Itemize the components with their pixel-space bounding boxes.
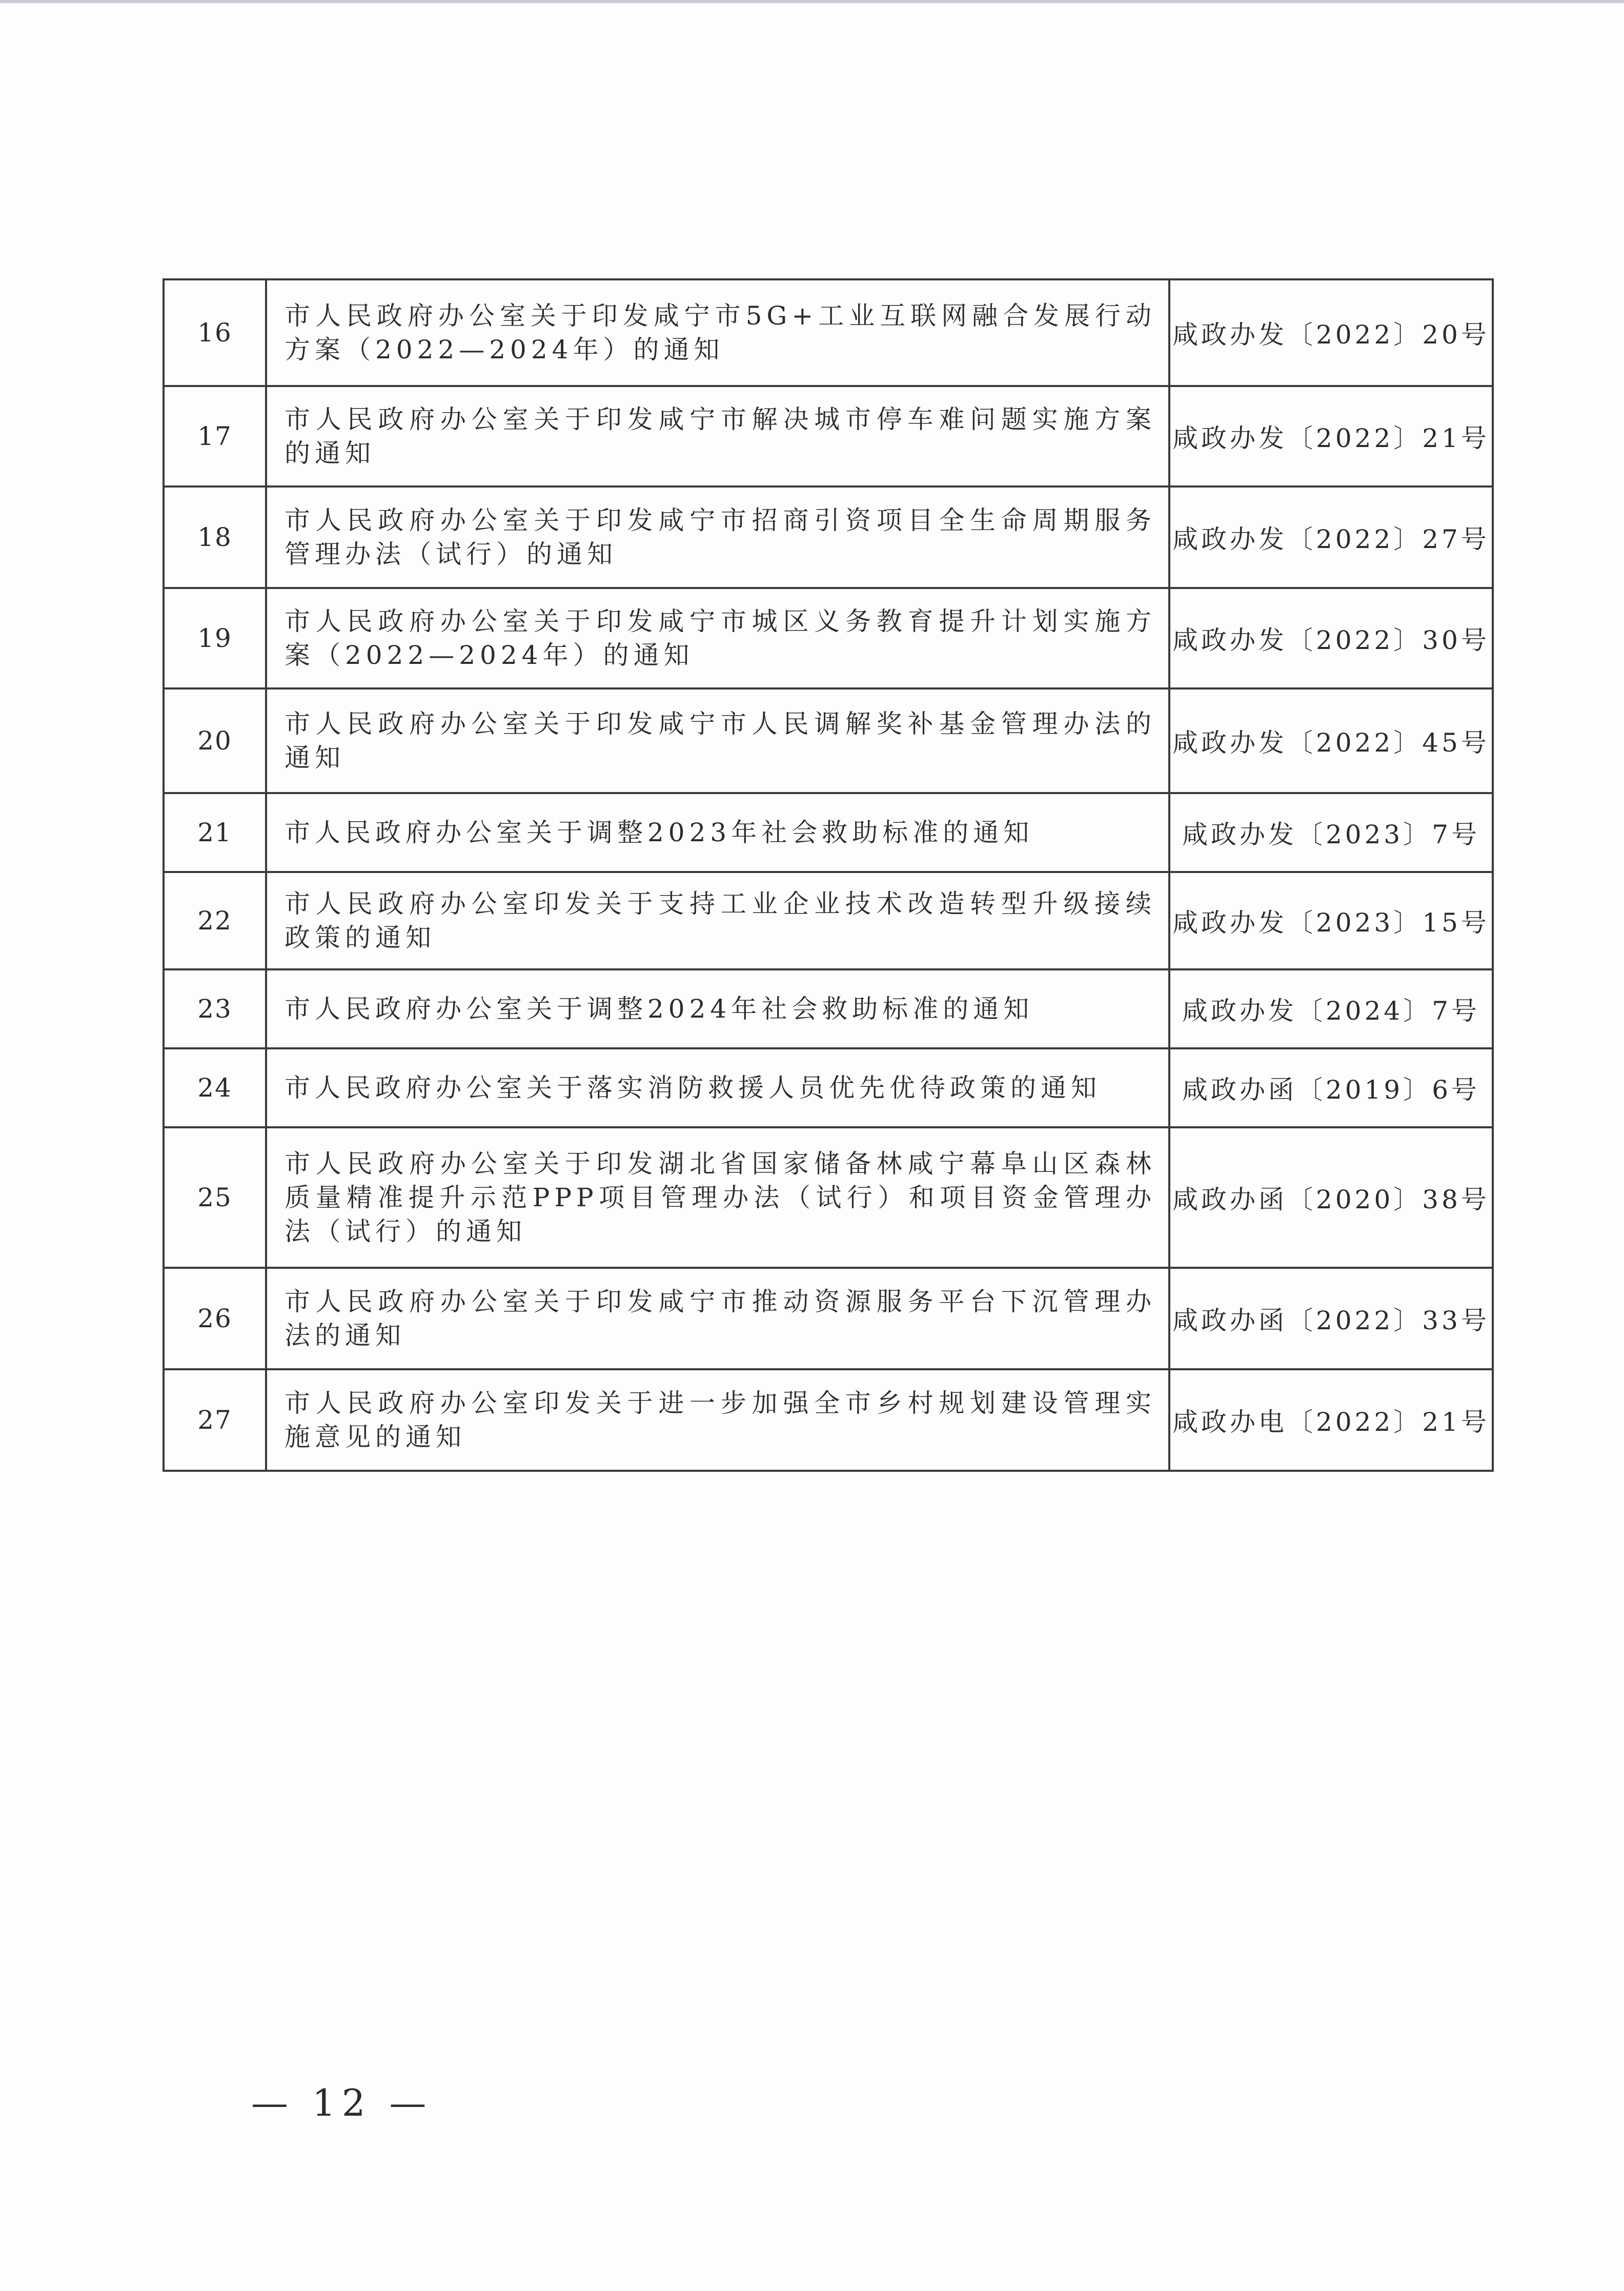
document-number: 咸政办函〔2020〕38号 — [1169, 1127, 1493, 1268]
row-number: 23 — [164, 969, 266, 1048]
table-row — [164, 793, 1493, 872]
document-number: 咸政办函〔2022〕33号 — [1169, 1268, 1493, 1369]
row-number: 22 — [164, 872, 266, 969]
page-number: — 12 — — [251, 2081, 433, 2124]
row-number: 17 — [164, 386, 266, 486]
document-number: 咸政办发〔2022〕21号 — [1169, 386, 1493, 486]
document-number: 咸政办发〔2022〕20号 — [1169, 279, 1493, 386]
row-number: 21 — [164, 793, 266, 872]
document-title: 市人民政府办公室关于落实消防救援人员优先优待政策的通知 — [266, 1048, 1169, 1127]
document-title: 市人民政府办公室关于印发咸宁市人民调解奖补基金管理办法的通知 — [266, 688, 1169, 793]
table-row — [164, 688, 1493, 793]
document-title: 市人民政府办公室印发关于进一步加强全市乡村规划建设管理实施意见的通知 — [266, 1369, 1169, 1471]
row-number: 26 — [164, 1268, 266, 1369]
row-number: 19 — [164, 588, 266, 688]
row-number: 24 — [164, 1048, 266, 1127]
row-number: 18 — [164, 486, 266, 588]
row-number: 25 — [164, 1127, 266, 1268]
document-number: 咸政办发〔2022〕27号 — [1169, 486, 1493, 588]
document-title: 市人民政府办公室关于印发咸宁市城区义务教育提升计划实施方案（2022—2024年）的通知 — [266, 588, 1169, 688]
table-row — [164, 969, 1493, 1048]
document-number: 咸政办发〔2022〕45号 — [1169, 688, 1493, 793]
document-list-table — [163, 278, 1494, 1472]
document-title: 市人民政府办公室关于印发湖北省国家储备林咸宁幕阜山区森林质量精准提升示范PPP项目管理办法（试行）和项目资金管理办法（试行）的通知 — [266, 1127, 1169, 1268]
document-number: 咸政办发〔2024〕7号 — [1169, 969, 1493, 1048]
document-title: 市人民政府办公室关于调整2023年社会救助标准的通知 — [266, 793, 1169, 872]
table-row — [164, 486, 1493, 588]
top-edge-rule — [0, 0, 1624, 3]
document-title: 市人民政府办公室印发关于支持工业企业技术改造转型升级接续政策的通知 — [266, 872, 1169, 969]
table-row — [164, 386, 1493, 486]
row-number: 20 — [164, 688, 266, 793]
document-title: 市人民政府办公室关于印发咸宁市解决城市停车难问题实施方案的通知 — [266, 386, 1169, 486]
row-number: 16 — [164, 279, 266, 386]
table-row — [164, 1048, 1493, 1127]
table-row — [164, 279, 1493, 386]
table-row — [164, 872, 1493, 969]
document-number: 咸政办电〔2022〕21号 — [1169, 1369, 1493, 1471]
document-number: 咸政办发〔2023〕15号 — [1169, 872, 1493, 969]
document-title: 市人民政府办公室关于印发咸宁市5G+工业互联网融合发展行动方案（2022—2024年）的通知 — [266, 279, 1169, 386]
document-title: 市人民政府办公室关于印发咸宁市招商引资项目全生命周期服务管理办法（试行）的通知 — [266, 486, 1169, 588]
document-number: 咸政办发〔2023〕7号 — [1169, 793, 1493, 872]
document-number: 咸政办发〔2022〕30号 — [1169, 588, 1493, 688]
table-row — [164, 588, 1493, 688]
table-row — [164, 1127, 1493, 1268]
document-number: 咸政办函〔2019〕6号 — [1169, 1048, 1493, 1127]
row-number: 27 — [164, 1369, 266, 1471]
table-row — [164, 1268, 1493, 1369]
document-title: 市人民政府办公室关于印发咸宁市推动资源服务平台下沉管理办法的通知 — [266, 1268, 1169, 1369]
table-row — [164, 1369, 1493, 1471]
document-title: 市人民政府办公室关于调整2024年社会救助标准的通知 — [266, 969, 1169, 1048]
